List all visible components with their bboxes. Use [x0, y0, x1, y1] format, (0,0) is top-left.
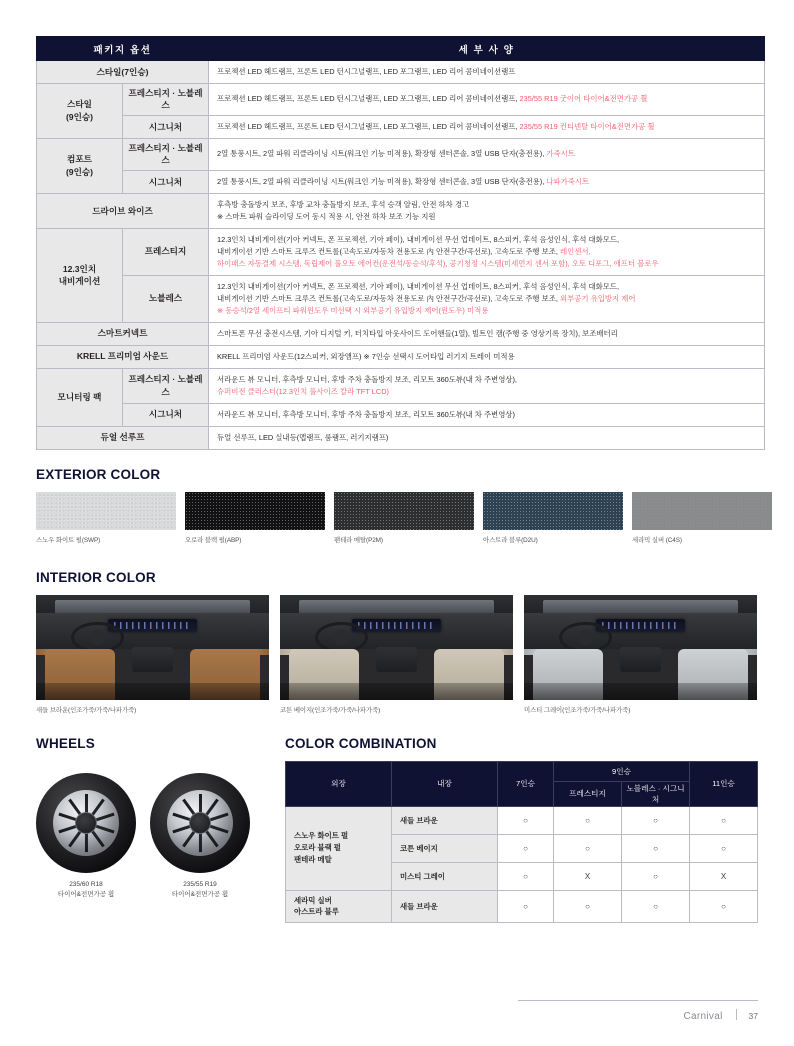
- combo-header-noblesse: 노블레스 · 시그니처: [622, 781, 690, 806]
- color-combination-title: COLOR COMBINATION: [285, 735, 437, 751]
- footer-model-name: Carnival: [683, 1011, 723, 1022]
- spec-detail-cell: 프로젝션 LED 헤드램프, 프론트 LED 턴시그널램프, LED 포그램프, LED 리어 콤비네이션램프, 235/55 R19 컨티넨탈 타이어&전면가공 휠: [209, 115, 765, 138]
- combo-availability-mark: ○: [690, 834, 758, 862]
- combo-exterior-cell: 스노우 화이트 펄 오로라 블랙 펄 팬테라 메탈: [286, 806, 392, 890]
- exterior-color-item: [36, 492, 176, 544]
- spec-header-row: [37, 37, 765, 61]
- exterior-color-swatch: [334, 492, 474, 530]
- combo-row: [286, 806, 758, 834]
- wheel-item: [150, 773, 250, 901]
- combo-interior-cell: 새들 브라운: [392, 890, 498, 923]
- spec-group-name: 스타일 (9인승): [37, 83, 123, 138]
- spec-row: [37, 170, 765, 193]
- wheels-title: WHEELS: [36, 735, 95, 751]
- exterior-color-swatch: [483, 492, 623, 530]
- spec-row: [37, 61, 765, 84]
- interior-color-item: [36, 595, 269, 714]
- spec-detail-cell: 스마트폰 무선 충전시스템, 기아 디지털 키, 터치타입 아웃사이드 도어핸들(1열), 빌트인 캠(주행 중 영상기록 장치), 보조배터리: [209, 322, 765, 345]
- exterior-color-swatch: [185, 492, 325, 530]
- exterior-color-item: [185, 492, 325, 544]
- exterior-color-label: 오로라 블랙 펄(ABP): [185, 536, 242, 544]
- combo-interior-cell: 코튼 베이지: [392, 834, 498, 862]
- interior-color-item: [524, 595, 757, 714]
- exterior-color-swatch: [632, 492, 772, 530]
- exterior-color-label: 팬테라 메탈(P2M): [334, 536, 383, 544]
- exterior-color-swatch: [36, 492, 176, 530]
- interior-color-label: 미스티 그레이(인조가죽/가죽/나파가죽): [524, 706, 631, 714]
- interior-color-section: [36, 570, 758, 714]
- spec-trim-name: 프레스티지 · 노블레스: [123, 368, 209, 403]
- spec-option-name: 스마트커넥트: [37, 322, 209, 345]
- combo-interior-cell: 미스티 그레이: [392, 862, 498, 890]
- spec-detail-cell: 프로젝션 LED 헤드램프, 프론트 LED 턴시그널램프, LED 포그램프, LED 리어 콤비네이션램프: [209, 61, 765, 84]
- wheel-image: [36, 773, 136, 873]
- combo-header-prestige: 프레스티지: [554, 781, 622, 806]
- wheels-section: [36, 736, 258, 924]
- combo-interior-cell: 새들 브라운: [392, 806, 498, 834]
- spec-row: [37, 83, 765, 115]
- combo-header-row-1: [286, 761, 758, 781]
- spec-row: [37, 426, 765, 449]
- spec-trim-name: 시그니처: [123, 170, 209, 193]
- combo-availability-mark: X: [554, 862, 622, 890]
- combo-availability-mark: ○: [554, 806, 622, 834]
- combo-availability-mark: X: [690, 862, 758, 890]
- spec-detail-cell: 프로젝션 LED 헤드램프, 프론트 LED 턴시그널램프, LED 포그램프, LED 리어 콤비네이션램프, 235/55 R19 굿이어 타이어&전면가공 휠: [209, 83, 765, 115]
- combo-availability-mark: ○: [622, 806, 690, 834]
- exterior-color-item: [483, 492, 623, 544]
- spec-trim-name: 시그니처: [123, 115, 209, 138]
- footer-separator: [736, 1009, 737, 1020]
- combo-availability-mark: ○: [690, 806, 758, 834]
- exterior-color-label: 세라믹 실버 (C4S): [632, 536, 682, 544]
- wheel-item: [36, 773, 136, 901]
- combo-availability-mark: ○: [622, 890, 690, 923]
- exterior-color-label: 스노우 화이트 펄(SWP): [36, 536, 101, 544]
- wheel-label: 235/60 R18 타이어&전면가공 휠: [57, 880, 115, 898]
- exterior-color-item: [632, 492, 772, 544]
- interior-cabin-photo: [280, 595, 513, 700]
- spec-row: [37, 115, 765, 138]
- combo-availability-mark: ○: [622, 862, 690, 890]
- spec-row: [37, 368, 765, 403]
- spec-table-head: [37, 37, 765, 61]
- bottom-area: [36, 736, 758, 924]
- spec-group-name: 모니터링 팩: [37, 368, 123, 426]
- interior-color-label: 코튼 베이지(인조가죽/가죽/나파가죽): [280, 706, 381, 714]
- interior-color-label: 새들 브라운(인조가죽/가죽/나파가죽): [36, 706, 137, 714]
- spec-row: [37, 403, 765, 426]
- spec-trim-name: 프레스티지: [123, 228, 209, 275]
- spec-row: [37, 193, 765, 228]
- spec-detail-cell: 12.3인치 내비게이션(기아 커넥트, 폰 프로젝션, 기아 페이), 내비게이션 무선 업데이트, 8스피커, 후석 음성인식, 후석 대화모드, 내비게이션 기반 스마트 크루즈 컨트롤(고속도로/자동차 전용도로 內 안전구간/곡선로), 고속도로 주행 보조, 외부공기 유입방지 제어 ※ 동승석/2열 세이프티 파워윈도우 미선택 시 외부공기 유입방지 제어(윈도우) 미적용: [209, 275, 765, 322]
- combo-header-exterior: 외장: [286, 761, 392, 806]
- page-footer: [518, 1000, 758, 1024]
- combo-table-head: [286, 761, 758, 806]
- spec-detail-cell: 2열 통풍시트, 2열 파워 리클라이닝 시트(워크인 기능 미적용), 확장형 센터콘솔, 3열 USB 단자(충전용), 가죽시트: [209, 138, 765, 170]
- combo-availability-mark: ○: [554, 890, 622, 923]
- spec-row: [37, 228, 765, 275]
- combo-header-nine: 9인승: [554, 761, 690, 781]
- spec-header-detail: 세 부 사 양: [209, 37, 765, 61]
- combo-availability-mark: ○: [498, 862, 554, 890]
- combo-availability-mark: ○: [498, 890, 554, 923]
- interior-color-title: INTERIOR COLOR: [36, 569, 156, 585]
- combo-availability-mark: ○: [498, 834, 554, 862]
- interior-color-item: [280, 595, 513, 714]
- wheel-list: [36, 773, 258, 901]
- exterior-color-title: EXTERIOR COLOR: [36, 466, 161, 482]
- combo-availability-mark: ○: [690, 890, 758, 923]
- combo-table-body: [286, 806, 758, 923]
- spec-row: [37, 345, 765, 368]
- spec-row: [37, 322, 765, 345]
- exterior-swatch-list: [36, 492, 758, 544]
- spec-option-name: KRELL 프리미엄 사운드: [37, 345, 209, 368]
- spec-group-name: 12.3인치 내비게이션: [37, 228, 123, 322]
- spec-trim-name: 시그니처: [123, 403, 209, 426]
- exterior-color-item: [334, 492, 474, 544]
- spec-option-name: 스타일(7인승): [37, 61, 209, 84]
- combo-availability-mark: ○: [622, 834, 690, 862]
- combo-row: [286, 890, 758, 923]
- spec-option-name: 드라이브 와이즈: [37, 193, 209, 228]
- combo-header-eleven: 11인승: [690, 761, 758, 806]
- exterior-color-label: 아스트라 블루(D2U): [483, 536, 538, 544]
- spec-row: [37, 275, 765, 322]
- spec-row: [37, 138, 765, 170]
- combo-header-interior: 내장: [392, 761, 498, 806]
- spec-detail-cell: 후측방 충돌방지 보조, 후방 교차 충돌방지 보조, 후석 승객 알림, 안전 하차 경고 ※ 스마트 파워 슬라이딩 도어 동시 적용 시, 안전 하차 보조 기능 지원: [209, 193, 765, 228]
- spec-trim-name: 프레스티지 · 노블레스: [123, 83, 209, 115]
- wheel-image: [150, 773, 250, 873]
- spec-detail-cell: 2열 통풍시트, 2열 파워 리클라이닝 시트(워크인 기능 미적용), 확장형 센터콘솔, 3열 USB 단자(충전용), 나파가죽시트: [209, 170, 765, 193]
- spec-trim-name: 노블레스: [123, 275, 209, 322]
- spec-detail-cell: 서라운드 뷰 모니터, 후측방 모니터, 후방 주차 충돌방지 보조, 리모트 360도뷰(내 차 주변영상): [209, 403, 765, 426]
- spec-detail-cell: KRELL 프리미엄 사운드(12스피커, 외장앰프) ※ 7인승 선택시 도어타입 러기지 트레이 미적용: [209, 345, 765, 368]
- spec-table-body: [37, 61, 765, 450]
- spec-detail-cell: 12.3인치 내비게이션(기아 커넥트, 폰 프로젝션, 기아 페이), 내비게이션 무선 업데이트, 8스피커, 후석 음성인식, 후석 대화모드, 내비게이션 기반 스마트 크루즈 컨트롤(고속도로/자동차 전용도로 內 안전구간/곡선로), 고속도로 주행 보조, 레인센서, 하이패스 자동결제 시스템, 독립제어 풀오토 에어컨(운전석/동승석/후석), 공기청정 시스템(미세먼지 센서 포함), 오토 디포그, 애프터 블로우: [209, 228, 765, 275]
- exterior-color-section: [36, 467, 758, 544]
- color-combination-section: [285, 736, 758, 924]
- combo-header-seven: 7인승: [498, 761, 554, 806]
- combo-availability-mark: ○: [554, 834, 622, 862]
- spec-option-name: 듀얼 선루프: [37, 426, 209, 449]
- interior-photo-list: [36, 595, 758, 714]
- color-combination-table: [285, 761, 758, 924]
- spec-header-package: 패키지 옵션: [37, 37, 209, 61]
- package-option-table: [36, 36, 765, 450]
- footer-page-number: 37: [748, 1011, 758, 1021]
- wheel-label: 235/55 R19 타이어&전면가공 휠: [171, 880, 229, 898]
- spec-detail-cell: 서라운드 뷰 모니터, 후측방 모니터, 후방 주차 충돌방지 보조, 리모트 360도뷰(내 차 주변영상), 슈퍼비전 클러스터(12.3인치 풀사이즈 칼라 TFT LCD): [209, 368, 765, 403]
- combo-exterior-cell: 세라믹 실버 아스트라 블루: [286, 890, 392, 923]
- interior-cabin-photo: [36, 595, 269, 700]
- interior-cabin-photo: [524, 595, 757, 700]
- combo-availability-mark: ○: [498, 806, 554, 834]
- spec-detail-cell: 듀얼 선루프, LED 실내등(맵램프, 룸램프, 러기지램프): [209, 426, 765, 449]
- spec-trim-name: 프레스티지 · 노블레스: [123, 138, 209, 170]
- spec-group-name: 컴포트 (9인승): [37, 138, 123, 193]
